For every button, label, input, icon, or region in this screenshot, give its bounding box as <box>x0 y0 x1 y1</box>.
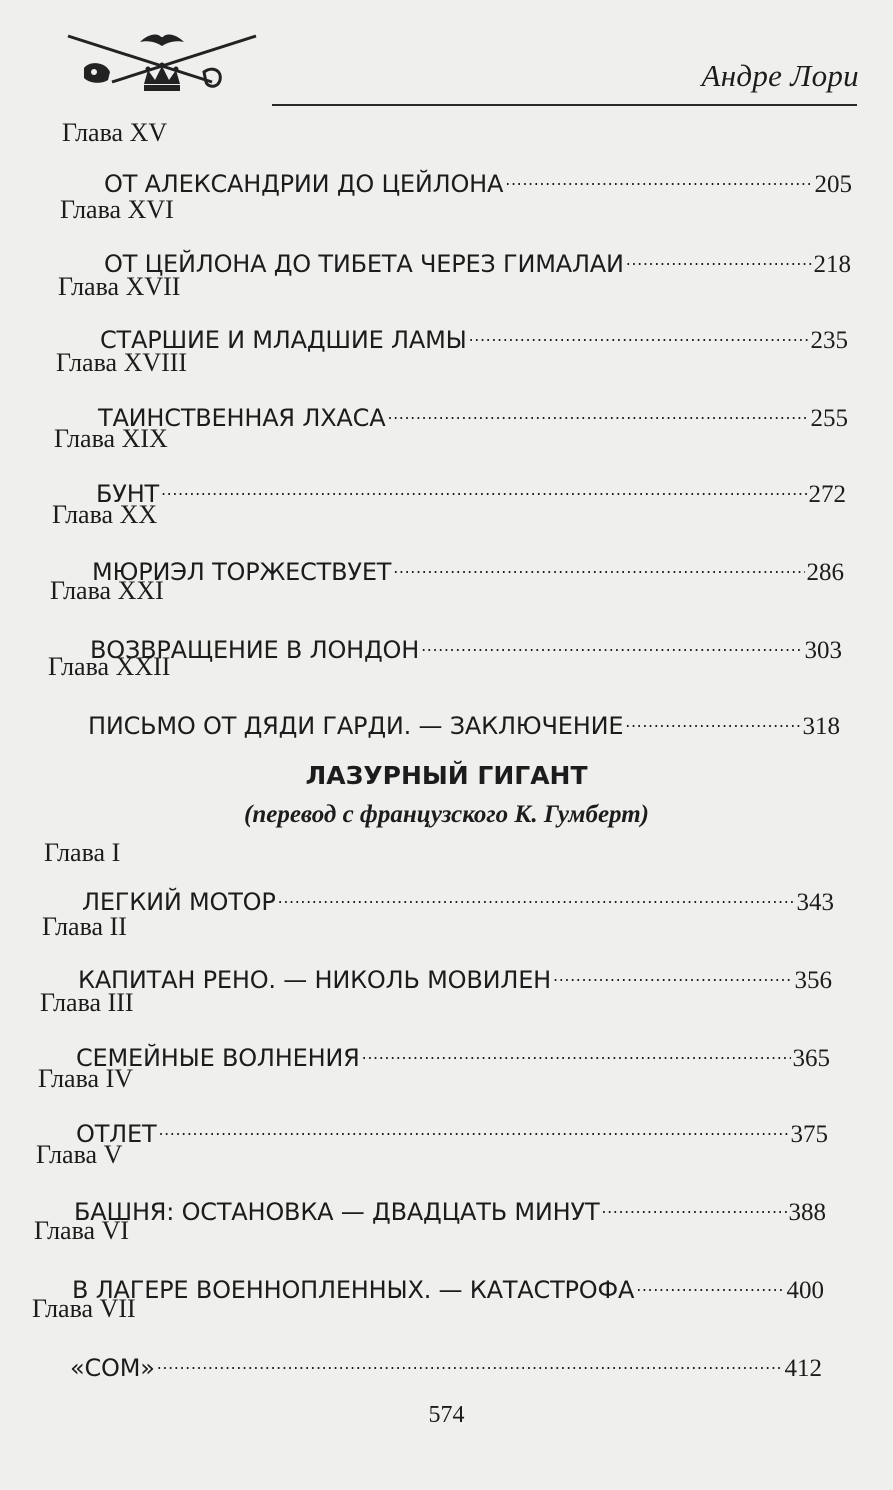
toc-entry-page: 388 <box>788 1199 826 1226</box>
dot-leader <box>278 878 795 910</box>
toc-entry-page: 218 <box>813 251 851 278</box>
toc-entry <box>70 1344 822 1385</box>
toc-entry-title: ОТ АЛЕКСАНДРИИ ДО ЦЕЙЛОНА <box>104 170 504 198</box>
toc-entry-title: В ЛАГЕРЕ ВОЕННОПЛЕННЫХ. — КАТАСТРОФА <box>72 1276 635 1304</box>
toc-entry <box>96 470 846 511</box>
toc-entry <box>76 1110 828 1151</box>
toc-entry-title: БУНТ <box>96 480 159 508</box>
chapter-label: Глава XX <box>52 500 158 529</box>
page-number: 574 <box>428 1402 465 1428</box>
dot-leader <box>601 1188 786 1220</box>
chapter-label: Глава XVII <box>58 272 181 301</box>
dot-leader <box>393 548 804 580</box>
header-rule <box>272 104 857 106</box>
toc-entry-title: ЛЕГКИЙ МОТОР <box>82 888 276 916</box>
chapter-label: Глава IV <box>38 1064 133 1093</box>
dot-leader <box>625 702 800 734</box>
chapter-label: Глава VI <box>34 1216 129 1245</box>
chapter-label: Глава XVIII <box>56 348 188 377</box>
toc-entry-title: БАШНЯ: ОСТАНОВКА — ДВАДЦАТЬ МИНУТ <box>74 1198 600 1226</box>
toc-entry-page: 235 <box>810 327 848 354</box>
toc-entry-page: 343 <box>796 889 834 916</box>
chapter-label: Глава XXII <box>48 652 171 681</box>
dot-leader <box>421 626 802 658</box>
toc-entry-page: 205 <box>814 171 852 198</box>
toc-entry <box>90 626 842 667</box>
toc-entry-page: 272 <box>808 481 846 508</box>
crossed-swords-crown-eagle-icon <box>62 24 262 100</box>
toc-entry-title: МЮРИЭЛ ТОРЖЕСТВУЕТ <box>92 558 392 586</box>
toc-entry-page: 375 <box>790 1121 828 1148</box>
toc-entry-title: СЕМЕЙНЫЕ ВОЛНЕНИЯ <box>76 1044 360 1072</box>
toc-entry <box>104 240 851 281</box>
toc-entry <box>100 316 848 357</box>
toc-entry-title: «СОМ» <box>70 1354 155 1382</box>
dot-leader <box>161 470 807 502</box>
dot-leader <box>626 240 812 272</box>
dot-leader <box>158 1110 788 1142</box>
toc-entry <box>88 702 840 743</box>
dot-leader <box>387 394 808 426</box>
toc-entry-title: КАПИТАН РЕНО. — НИКОЛЬ МОВИЛЕН <box>78 966 552 994</box>
running-header-author: Андре Лори <box>701 58 859 93</box>
toc-entry-page: 400 <box>786 1277 824 1304</box>
toc-entry-title: ПИСЬМО ОТ ДЯДИ ГАРДИ. — ЗАКЛЮЧЕНИЕ <box>88 712 624 740</box>
chapter-label: Глава I <box>44 838 121 867</box>
toc-entry-page: 303 <box>804 637 842 664</box>
toc-entry-title: ВОЗВРАЩЕНИЕ В ЛОНДОН <box>90 636 420 664</box>
chapter-label: Глава XIX <box>54 424 168 453</box>
toc-entry <box>72 1266 824 1307</box>
chapter-label: Глава XV <box>62 118 168 147</box>
dot-leader <box>505 160 812 192</box>
toc-entry-title: ОТЛЕТ <box>76 1120 157 1148</box>
section-title: ЛАЗУРНЫЙ ГИГАНТ <box>305 761 588 790</box>
toc-entry <box>98 394 848 435</box>
toc-entry <box>76 1034 830 1075</box>
toc-entry-page: 255 <box>810 405 848 432</box>
toc-entry-page: 286 <box>806 559 844 586</box>
toc-entry <box>78 956 832 997</box>
toc-entry <box>92 548 844 589</box>
toc-entry-page: 365 <box>792 1045 830 1072</box>
chapter-label: Глава XXI <box>50 576 164 605</box>
section-subtitle: (перевод с французского К. Гумберт) <box>244 801 649 828</box>
dot-leader <box>636 1266 784 1298</box>
toc-entry <box>82 878 834 919</box>
toc-entry-page: 318 <box>802 713 840 740</box>
chapter-label: Глава VII <box>32 1294 136 1323</box>
chapter-label: Глава V <box>36 1140 123 1169</box>
chapter-label: Глава II <box>42 912 127 941</box>
toc-entry-page: 412 <box>784 1355 822 1382</box>
toc-entry <box>104 160 852 201</box>
chapter-label: Глава III <box>40 988 134 1017</box>
toc-entry <box>74 1188 826 1229</box>
dot-leader <box>469 316 809 348</box>
toc-entry-title: ТАИНСТВЕННАЯ ЛХАСА <box>98 404 386 432</box>
toc-entry-page: 356 <box>794 967 832 994</box>
dot-leader <box>553 956 792 988</box>
toc-entry-title: ОТ ЦЕЙЛОНА ДО ТИБЕТА ЧЕРЕЗ ГИМАЛАИ <box>104 250 624 278</box>
dot-leader <box>362 1034 791 1066</box>
toc-entry-title: СТАРШИЕ И МЛАДШИЕ ЛАМЫ <box>100 326 467 354</box>
chapter-label: Глава XVI <box>60 195 174 224</box>
dot-leader <box>157 1344 783 1376</box>
